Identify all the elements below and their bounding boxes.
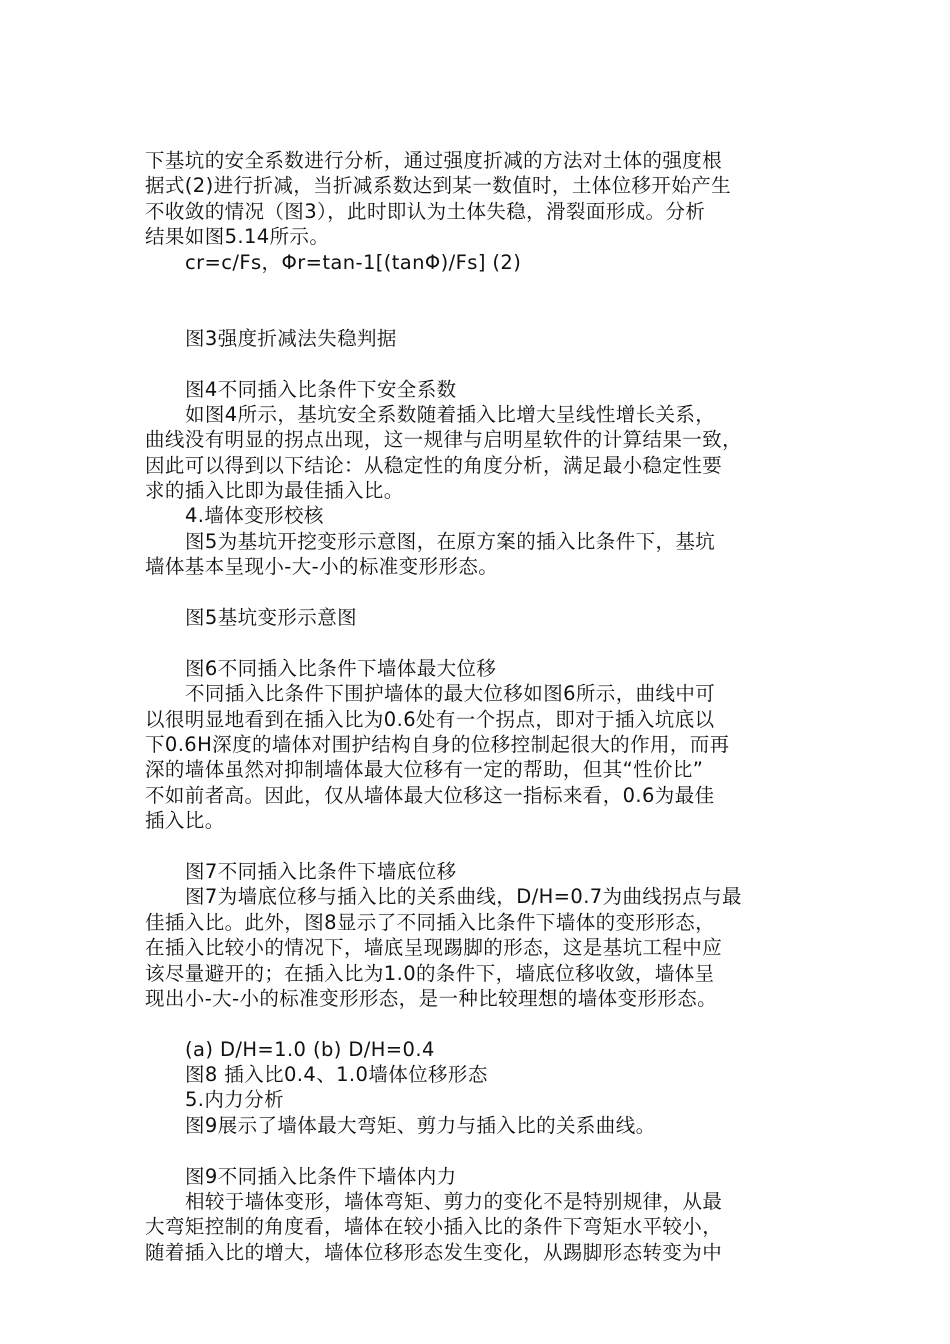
text-line: 图9展示了墙体最大弯矩、剪力与插入比的关系曲线。 — [185, 1113, 656, 1137]
text-line: 在插入比较小的情况下，墙底呈现踢脚的形态，这是基坑工程中应 — [145, 936, 723, 960]
text-line: 不收敛的情况（图3），此时即认为土体失稳，滑裂面形成。分析 — [145, 199, 706, 223]
text-line: 图7不同插入比条件下墙底位移 — [185, 859, 457, 883]
text-line: 图5为基坑开挖变形示意图，在原方案的插入比条件下，基坑 — [185, 529, 716, 553]
text-line: 图5基坑变形示意图 — [185, 606, 358, 630]
paragraph — [145, 605, 810, 630]
paragraph — [145, 656, 810, 681]
text-line: 求的插入比即为最佳插入比。 — [145, 479, 404, 503]
paragraph — [145, 503, 810, 528]
paragraph-spacer — [145, 275, 810, 326]
paragraph — [145, 681, 810, 833]
text-line: 图4不同插入比条件下安全系数 — [185, 377, 457, 401]
paragraph — [145, 884, 810, 1011]
text-line: 图8 插入比0.4、1.0墙体位移形态 — [185, 1063, 488, 1087]
text-line: 深的墙体虽然对抑制墙体最大位移有一定的帮助，但其“性价比” — [145, 758, 704, 782]
paragraph — [145, 1062, 810, 1087]
paragraph — [145, 1037, 810, 1062]
paragraph — [145, 1113, 810, 1138]
text-line: cr=c/Fs，Φr=tan-1[(tanΦ)/Fs] (2) — [185, 250, 522, 274]
text-line: 佳插入比。此外，图8显示了不同插入比条件下墙体的变形形态， — [145, 910, 716, 934]
text-line: 现出小-大-小的标准变形形态，是一种比较理想的墙体变形形态。 — [145, 986, 718, 1010]
text-line: 下基坑的安全系数进行分析，通过强度折减的方法对土体的强度根 — [145, 149, 723, 172]
text-line: 以很明显地看到在插入比为0.6处有一个拐点，即对于插入坑底以 — [145, 707, 715, 731]
text-line: 相较于墙体变形，墙体弯矩、剪力的变化不是特别规律，从最 — [185, 1190, 723, 1214]
paragraph — [145, 529, 810, 580]
text-line: 图7为墙底位移与插入比的关系曲线，D/H=0.7为曲线拐点与最 — [185, 885, 742, 909]
paragraph-spacer — [145, 630, 810, 655]
text-line: 图9不同插入比条件下墙体内力 — [185, 1164, 457, 1188]
text-line: 曲线没有明显的拐点出现，这一规律与启明星软件的计算结果一致， — [145, 428, 743, 452]
paragraph — [145, 377, 810, 402]
paragraph — [145, 1087, 810, 1112]
paragraph — [145, 859, 810, 884]
paragraph — [145, 1164, 810, 1189]
text-line: 图6不同插入比条件下墙体最大位移 — [185, 656, 497, 680]
text-line: 图3强度折减法失稳判据 — [185, 326, 397, 350]
document-body — [145, 148, 810, 1265]
paragraph — [145, 250, 810, 275]
text-line: 因此可以得到以下结论：从稳定性的角度分析，满足最小稳定性要 — [145, 453, 723, 477]
text-line: 随着插入比的增大，墙体位移形态发生变化，从踢脚形态转变为中 — [145, 1240, 723, 1264]
text-line: 下0.6H深度的墙体对围护结构自身的位移控制起很大的作用，而再 — [145, 733, 730, 756]
paragraph-spacer — [145, 580, 810, 605]
text-line: 4.墙体变形校核 — [185, 504, 324, 528]
text-line: 插入比。 — [145, 809, 225, 833]
text-line: 墙体基本呈现小-大-小的标准变形形态。 — [145, 555, 499, 579]
text-line: 不同插入比条件下围护墙体的最大位移如图6所示，曲线中可 — [185, 682, 716, 706]
paragraph — [145, 148, 810, 250]
paragraph-spacer — [145, 834, 810, 859]
paragraph-spacer — [145, 1138, 810, 1163]
text-line: 据式(2)进行折减，当折减系数达到某一数值时，土体位移开始产生 — [145, 174, 732, 198]
paragraph — [145, 326, 810, 351]
text-line: 如图4所示，基坑安全系数随着插入比增大呈线性增长关系， — [185, 402, 716, 426]
text-line: 5.内力分析 — [185, 1088, 285, 1112]
paragraph-spacer — [145, 1011, 810, 1036]
text-line: 大弯矩控制的角度看，墙体在较小插入比的条件下弯矩水平较小， — [145, 1215, 723, 1239]
paragraph-spacer — [145, 351, 810, 376]
text-line: 结果如图5.14所示。 — [145, 225, 330, 249]
paragraph — [145, 1189, 810, 1265]
text-line: 不如前者高。因此，仅从墙体最大位移这一指标来看，0.6为最佳 — [145, 783, 715, 807]
paragraph — [145, 402, 810, 504]
text-line: (a) D/H=1.0 (b) D/H=0.4 — [185, 1037, 435, 1061]
text-line: 该尽量避开的；在插入比为1.0的条件下，墙底位移收敛，墙体呈 — [145, 961, 715, 985]
